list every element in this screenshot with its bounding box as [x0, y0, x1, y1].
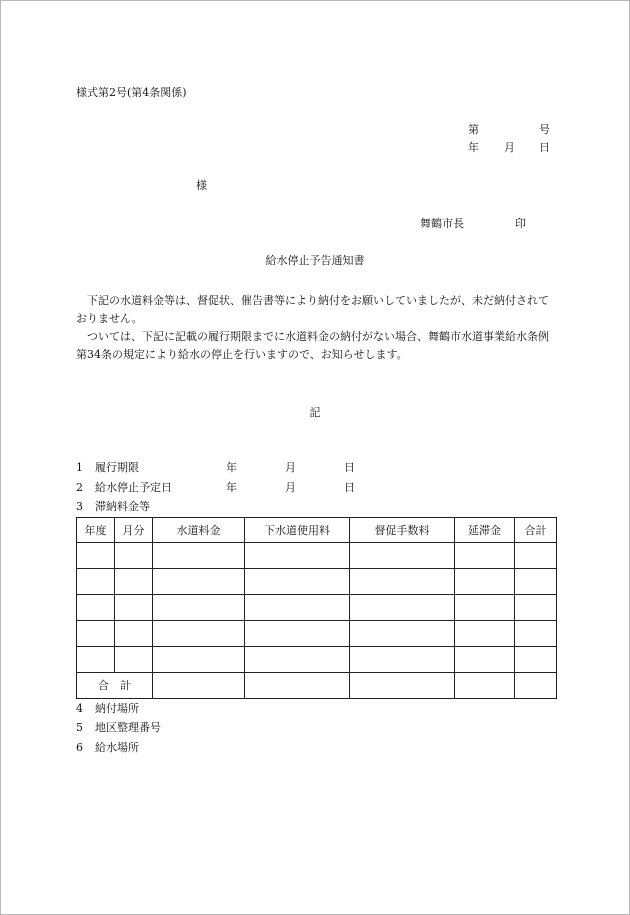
item-label: 滞納料金等 [95, 500, 150, 513]
item-label: 地区整理番号 [95, 721, 161, 734]
seal-mark: 印 [515, 217, 526, 230]
table-cell [455, 647, 515, 673]
table-cell [350, 621, 455, 647]
table-total-row [77, 673, 557, 699]
sender-name: 舞鶴市長 [420, 217, 464, 230]
table-cell [455, 569, 515, 595]
table-cell [245, 673, 350, 699]
item-number: 5 [76, 721, 83, 734]
item-number: 3 [76, 500, 83, 513]
table-cell [245, 595, 350, 621]
table-cell [245, 569, 350, 595]
table-row [77, 569, 557, 595]
item-number: 1 [76, 461, 83, 474]
document-number-suffix: 号 [539, 123, 550, 136]
table-cell [455, 543, 515, 569]
item-day: 日 [344, 481, 355, 494]
total-label: 合 計 [77, 673, 153, 699]
table-cell [153, 595, 245, 621]
table-cell [515, 647, 557, 673]
table-cell [77, 621, 115, 647]
date-year: 年 [468, 141, 479, 154]
table-cell [455, 621, 515, 647]
table-cell [350, 543, 455, 569]
table-cell [153, 673, 245, 699]
body-paragraph-2: ついては、下記に記載の履行期限までに水道料金の納付がない場合、舞鶴市水道事業給水条例第34条の規定により給水の停止を行いますので、お知らせします。 [76, 330, 549, 361]
item-month: 月 [285, 461, 296, 474]
item-label: 給水停止予定日 [95, 481, 172, 494]
table-cell [153, 569, 245, 595]
table-cell [515, 621, 557, 647]
table-cell [350, 673, 455, 699]
table-cell [115, 595, 153, 621]
column-header-total: 合計 [515, 518, 557, 543]
table-cell [515, 543, 557, 569]
item-number: 4 [76, 702, 83, 715]
table-row [77, 595, 557, 621]
table-row [77, 543, 557, 569]
column-header-late-charge: 延滞金 [455, 518, 515, 543]
column-header-water-fee: 水道料金 [153, 518, 245, 543]
item-number: 6 [76, 741, 83, 754]
table-body [77, 543, 557, 673]
table-cell [153, 543, 245, 569]
item-year: 年 [226, 481, 237, 494]
table-cell [77, 647, 115, 673]
table-cell [245, 543, 350, 569]
arrears-table [76, 517, 557, 699]
document-number-prefix: 第 [468, 123, 479, 136]
table-cell [515, 569, 557, 595]
date-day: 日 [539, 141, 550, 154]
column-header-sewer-fee: 下水道使用料 [245, 518, 350, 543]
addressee-honorific: 様 [196, 179, 207, 192]
table-cell [515, 595, 557, 621]
table-cell [77, 595, 115, 621]
table-row [77, 647, 557, 673]
table-cell [77, 543, 115, 569]
date-month: 月 [504, 141, 515, 154]
item-label: 納付場所 [95, 702, 139, 715]
table-cell [245, 621, 350, 647]
table-header-row [77, 518, 557, 543]
table-cell [115, 569, 153, 595]
column-header-fiscal-year: 年度 [77, 518, 115, 543]
item-label: 給水場所 [95, 741, 139, 754]
column-header-reminder-fee: 督促手数料 [350, 518, 455, 543]
table-cell [153, 647, 245, 673]
table-row [77, 621, 557, 647]
table-cell [115, 621, 153, 647]
table-cell [350, 569, 455, 595]
table-cell [77, 569, 115, 595]
item-year: 年 [226, 461, 237, 474]
column-header-month: 月分 [115, 518, 153, 543]
note-heading: 記 [309, 406, 321, 419]
table-cell [153, 621, 245, 647]
item-label: 履行期限 [95, 461, 139, 474]
table-cell [350, 647, 455, 673]
item-day: 日 [344, 461, 355, 474]
table-cell [455, 595, 515, 621]
table-cell [115, 543, 153, 569]
table-cell [350, 595, 455, 621]
item-month: 月 [285, 481, 296, 494]
body-paragraph-1: 下記の水道料金等は、督促状、催告書等により納付をお願いしていましたが、未だ納付されておりません。 [76, 294, 549, 325]
form-number: 様式第2号(第4条関係) [76, 86, 187, 99]
table-cell [515, 673, 557, 699]
item-number: 2 [76, 481, 83, 494]
table-cell [245, 647, 350, 673]
table-cell [455, 673, 515, 699]
document-title: 給水停止予告通知書 [265, 254, 365, 267]
table-cell [115, 647, 153, 673]
